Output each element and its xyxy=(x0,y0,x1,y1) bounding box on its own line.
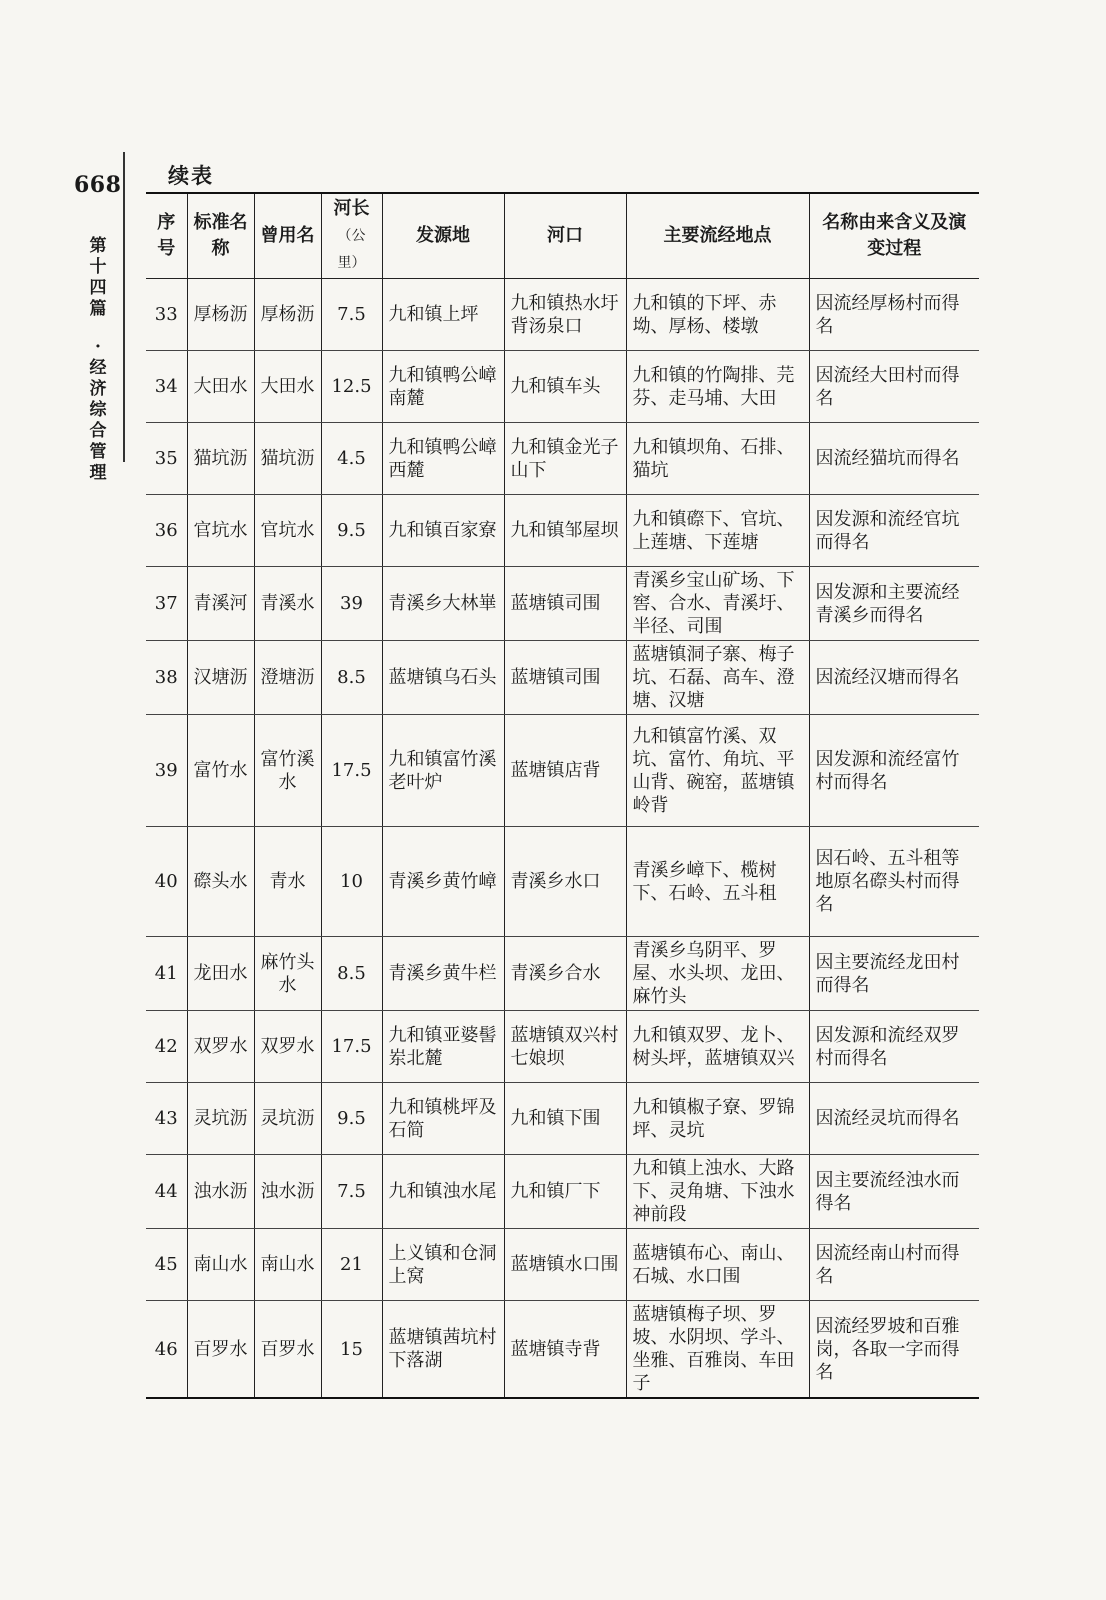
cell-std-name: 浊水沥 xyxy=(187,1155,254,1229)
cell-origin: 因流经罗坡和百雅岗，各取一字而得名 xyxy=(809,1301,979,1399)
cell-length: 8.5 xyxy=(321,641,382,715)
cell-source: 九和镇鸭公嶂南麓 xyxy=(382,351,504,423)
cell-places: 九和镇的竹陶排、芫芬、走马埔、大田 xyxy=(626,351,809,423)
section-separator: · xyxy=(95,337,101,357)
cell-std-name: 汉塘沥 xyxy=(187,641,254,715)
cell-mouth: 九和镇邹屋坝 xyxy=(504,495,626,567)
cell-origin: 因发源和主要流经青溪乡而得名 xyxy=(809,567,979,641)
cell-std-name: 富竹水 xyxy=(187,715,254,827)
cell-std-name: 灵坑沥 xyxy=(187,1083,254,1155)
cell-length: 12.5 xyxy=(321,351,382,423)
cell-length: 10 xyxy=(321,827,382,937)
cell-source: 上义镇和仓洞上窝 xyxy=(382,1229,504,1301)
cell-std-name: 厚杨沥 xyxy=(187,279,254,351)
table-row xyxy=(146,1155,979,1229)
table-row xyxy=(146,279,979,351)
cell-std-name: 双罗水 xyxy=(187,1011,254,1083)
cell-former-name: 青水 xyxy=(254,827,321,937)
header-length-unit: （公里） xyxy=(337,228,366,271)
cell-places: 九和镇上浊水、大路下、灵角塘、下浊水神前段 xyxy=(626,1155,809,1229)
cell-former-name: 厚杨沥 xyxy=(254,279,321,351)
cell-origin: 因主要流经浊水而得名 xyxy=(809,1155,979,1229)
cell-source: 九和镇上坪 xyxy=(382,279,504,351)
cell-length: 17.5 xyxy=(321,1011,382,1083)
cell-mouth: 九和镇下围 xyxy=(504,1083,626,1155)
cell-origin: 因流经灵坑而得名 xyxy=(809,1083,979,1155)
cell-std-name: 磜头水 xyxy=(187,827,254,937)
cell-length: 9.5 xyxy=(321,1083,382,1155)
header-row xyxy=(146,193,979,279)
cell-places: 九和镇双罗、龙卜、树头坪，蓝塘镇双兴 xyxy=(626,1011,809,1083)
cell-origin: 因发源和流经官坑而得名 xyxy=(809,495,979,567)
cell-no: 34 xyxy=(146,351,187,423)
cell-length: 39 xyxy=(321,567,382,641)
cell-no: 35 xyxy=(146,423,187,495)
cell-length: 7.5 xyxy=(321,279,382,351)
cell-no: 33 xyxy=(146,279,187,351)
cell-origin: 因石岭、五斗租等地原名磜头村而得名 xyxy=(809,827,979,937)
cell-source: 九和镇百家寮 xyxy=(382,495,504,567)
cell-origin: 因流经猫坑而得名 xyxy=(809,423,979,495)
cell-std-name: 百罗水 xyxy=(187,1301,254,1399)
cell-origin: 因流经汉塘而得名 xyxy=(809,641,979,715)
cell-former-name: 百罗水 xyxy=(254,1301,321,1399)
cell-origin: 因流经厚杨村而得名 xyxy=(809,279,979,351)
cell-places: 九和镇椒子寮、罗锦坪、灵坑 xyxy=(626,1083,809,1155)
cell-no: 44 xyxy=(146,1155,187,1229)
cell-mouth: 蓝塘镇店背 xyxy=(504,715,626,827)
cell-source: 青溪乡大林崋 xyxy=(382,567,504,641)
cell-length: 17.5 xyxy=(321,715,382,827)
cell-std-name: 猫坑沥 xyxy=(187,423,254,495)
cell-mouth: 九和镇金光子山下 xyxy=(504,423,626,495)
cell-source: 九和镇鸭公嶂西麓 xyxy=(382,423,504,495)
header-length-label: 河长 xyxy=(333,198,370,219)
cell-source: 青溪乡黄牛栏 xyxy=(382,937,504,1011)
cell-former-name: 澄塘沥 xyxy=(254,641,321,715)
cell-source: 九和镇亚婆髻岽北麓 xyxy=(382,1011,504,1083)
cell-former-name: 猫坑沥 xyxy=(254,423,321,495)
cell-former-name: 灵坑沥 xyxy=(254,1083,321,1155)
cell-no: 41 xyxy=(146,937,187,1011)
cell-no: 46 xyxy=(146,1301,187,1399)
continuation-label: 续表 xyxy=(168,163,214,188)
cell-origin: 因流经大田村而得名 xyxy=(809,351,979,423)
cell-places: 九和镇坝角、石排、猫坑 xyxy=(626,423,809,495)
cell-places: 蓝塘镇布心、南山、石城、水口围 xyxy=(626,1229,809,1301)
cell-mouth: 蓝塘镇水口围 xyxy=(504,1229,626,1301)
cell-mouth: 蓝塘镇双兴村七娘坝 xyxy=(504,1011,626,1083)
header-no: 序号 xyxy=(146,193,187,279)
table-row xyxy=(146,715,979,827)
cell-no: 36 xyxy=(146,495,187,567)
table-row xyxy=(146,1229,979,1301)
cell-mouth: 九和镇车头 xyxy=(504,351,626,423)
cell-no: 39 xyxy=(146,715,187,827)
cell-source: 青溪乡黄竹嶂 xyxy=(382,827,504,937)
table-row xyxy=(146,495,979,567)
cell-source: 蓝塘镇茜坑村下落湖 xyxy=(382,1301,504,1399)
cell-places: 九和镇富竹溪、双坑、富竹、角坑、平山背、碗窑，蓝塘镇岭背 xyxy=(626,715,809,827)
header-places: 主要流经地点 xyxy=(626,193,809,279)
table-row xyxy=(146,567,979,641)
cell-source: 蓝塘镇乌石头 xyxy=(382,641,504,715)
table-row xyxy=(146,641,979,715)
section-name: 经济综合管理 xyxy=(89,358,107,483)
cell-former-name: 官坑水 xyxy=(254,495,321,567)
cell-std-name: 青溪河 xyxy=(187,567,254,641)
cell-std-name: 南山水 xyxy=(187,1229,254,1301)
cell-length: 21 xyxy=(321,1229,382,1301)
rivers-table xyxy=(146,192,979,1399)
table-row xyxy=(146,351,979,423)
cell-places: 青溪乡乌阴平、罗屋、水头坝、龙田、麻竹头 xyxy=(626,937,809,1011)
cell-mouth: 九和镇热水圩背汤泉口 xyxy=(504,279,626,351)
cell-std-name: 大田水 xyxy=(187,351,254,423)
header-source: 发源地 xyxy=(382,193,504,279)
cell-no: 43 xyxy=(146,1083,187,1155)
cell-former-name: 富竹溪水 xyxy=(254,715,321,827)
cell-source: 九和镇浊水尾 xyxy=(382,1155,504,1229)
cell-std-name: 官坑水 xyxy=(187,495,254,567)
table-row xyxy=(146,937,979,1011)
cell-mouth: 九和镇厂下 xyxy=(504,1155,626,1229)
cell-source: 九和镇桃坪及石简 xyxy=(382,1083,504,1155)
section-name-label xyxy=(86,337,110,484)
cell-mouth: 青溪乡水口 xyxy=(504,827,626,937)
cell-no: 45 xyxy=(146,1229,187,1301)
cell-origin: 因主要流经龙田村而得名 xyxy=(809,937,979,1011)
page-number: 668 xyxy=(74,172,122,198)
cell-former-name: 双罗水 xyxy=(254,1011,321,1083)
table-row xyxy=(146,827,979,937)
cell-no: 42 xyxy=(146,1011,187,1083)
cell-mouth: 蓝塘镇司围 xyxy=(504,641,626,715)
cell-length: 15 xyxy=(321,1301,382,1399)
cell-former-name: 青溪水 xyxy=(254,567,321,641)
cell-former-name: 大田水 xyxy=(254,351,321,423)
header-origin: 名称由来含义及演变过程 xyxy=(809,193,979,279)
header-mouth: 河口 xyxy=(504,193,626,279)
cell-places: 蓝塘镇梅子坝、罗坡、水阴坝、学斗、坐雅、百雅岗、车田子 xyxy=(626,1301,809,1399)
cell-origin: 因流经南山村而得名 xyxy=(809,1229,979,1301)
cell-places: 九和镇的下坪、赤坳、厚杨、楼墩 xyxy=(626,279,809,351)
section-part-label: 第十四篇 xyxy=(89,236,107,319)
table-row xyxy=(146,1301,979,1399)
cell-places: 青溪乡宝山矿场、下窖、合水、青溪圩、半径、司围 xyxy=(626,567,809,641)
table-row xyxy=(146,1083,979,1155)
table-row xyxy=(146,1011,979,1083)
cell-places: 九和镇磜下、官坑、上莲塘、下莲塘 xyxy=(626,495,809,567)
cell-mouth: 青溪乡合水 xyxy=(504,937,626,1011)
header-former-name: 曾用名 xyxy=(254,193,321,279)
cell-length: 4.5 xyxy=(321,423,382,495)
cell-origin: 因发源和流经富竹村而得名 xyxy=(809,715,979,827)
cell-no: 40 xyxy=(146,827,187,937)
table-body xyxy=(146,279,979,1399)
cell-former-name: 浊水沥 xyxy=(254,1155,321,1229)
cell-former-name: 麻竹头水 xyxy=(254,937,321,1011)
cell-mouth: 蓝塘镇寺背 xyxy=(504,1301,626,1399)
cell-length: 8.5 xyxy=(321,937,382,1011)
cell-std-name: 龙田水 xyxy=(187,937,254,1011)
cell-no: 37 xyxy=(146,567,187,641)
cell-former-name: 南山水 xyxy=(254,1229,321,1301)
cell-places: 蓝塘镇洞子寨、梅子坑、石磊、高车、澄塘、汉塘 xyxy=(626,641,809,715)
cell-no: 38 xyxy=(146,641,187,715)
header-length xyxy=(321,193,382,279)
cell-length: 9.5 xyxy=(321,495,382,567)
header-std-name: 标准名称 xyxy=(187,193,254,279)
margin-rule xyxy=(123,152,125,462)
cell-mouth: 蓝塘镇司围 xyxy=(504,567,626,641)
cell-origin: 因发源和流经双罗村而得名 xyxy=(809,1011,979,1083)
cell-length: 7.5 xyxy=(321,1155,382,1229)
cell-places: 青溪乡嶂下、榄树下、石岭、五斗租 xyxy=(626,827,809,937)
table-row xyxy=(146,423,979,495)
cell-source: 九和镇富竹溪老叶炉 xyxy=(382,715,504,827)
